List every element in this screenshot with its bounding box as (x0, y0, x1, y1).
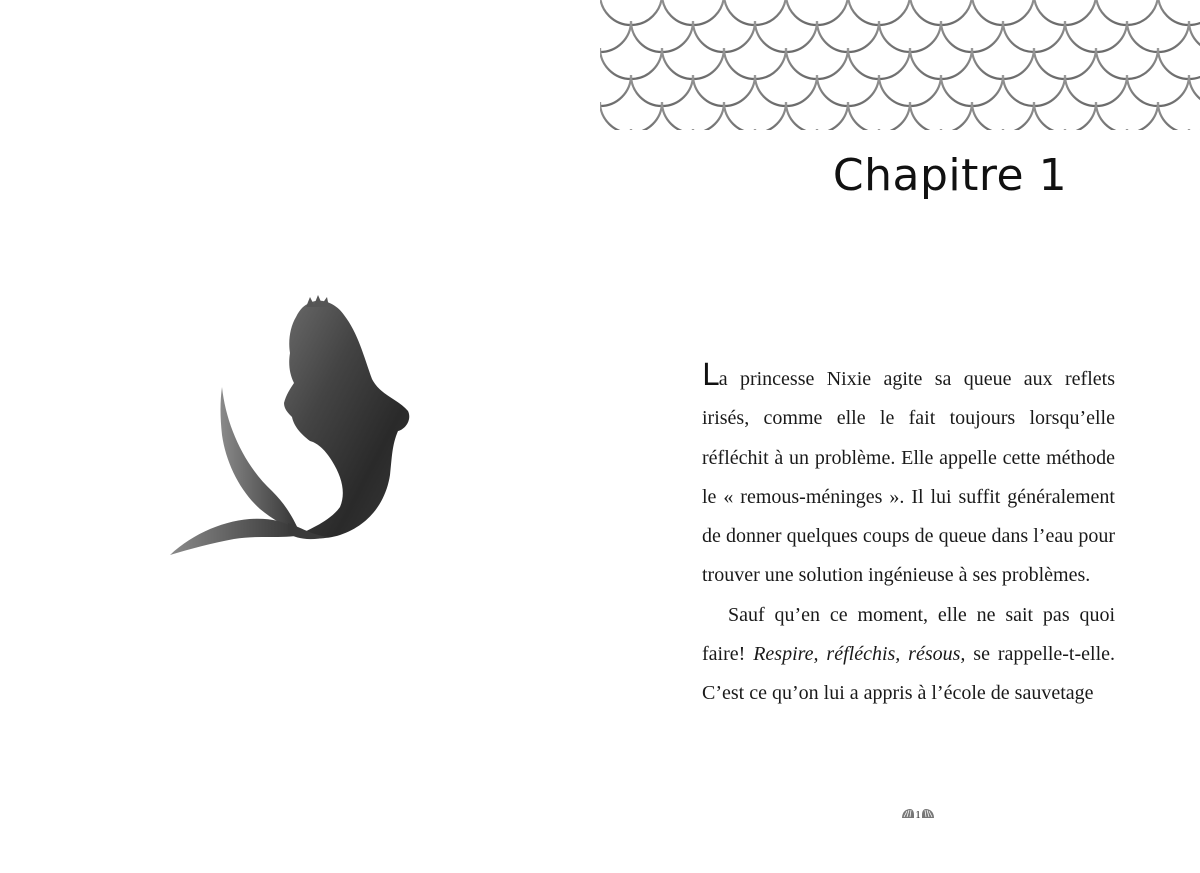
scale-arc (631, 75, 693, 106)
scale-arc (1003, 21, 1065, 52)
scale-arc (693, 75, 755, 106)
scale-arc (631, 21, 693, 52)
shell-icon (922, 809, 934, 818)
paragraph-2-end: se rappelle-t-elle. C’est ce qu’on lui a appris à l’école de sauvetage (702, 643, 1116, 705)
scale-arc (693, 21, 755, 52)
scale-arc (600, 48, 662, 79)
scale-arc (1127, 75, 1189, 106)
scale-arc (1096, 102, 1158, 132)
paragraph-1-text: a princesse Nixie agite sa queue aux reflets irisés, comme elle le fait toujours lorsqu’elle réfléchit à un problème. Elle appelle cette méthode le « remous-méninges ». Il lui suffit généralement de donner quelques coups de queue dans l’eau pour trouver une solution ingénieuse à ses problèmes. (702, 368, 1115, 587)
fish-scales-header-icon (600, 0, 1200, 132)
mermaid-silhouette-icon (160, 295, 430, 570)
scale-arc (941, 21, 1003, 52)
scale-arc (631, 129, 693, 132)
scale-arc (693, 129, 755, 132)
scale-arc (941, 129, 1003, 132)
paragraph-1 (702, 360, 1115, 596)
scale-arc (879, 21, 941, 52)
scale-arc (879, 129, 941, 132)
scale-arc (755, 75, 817, 106)
scale-arc (600, 102, 662, 132)
scale-arc (1189, 129, 1200, 132)
scale-arc (1127, 21, 1189, 52)
paragraph-2-start: Sauf qu’en ce moment, elle ne sait pas quoi faire! (702, 603, 1115, 666)
scale-arc (662, 102, 724, 132)
scale-arc (786, 102, 848, 132)
scale-arc (1034, 102, 1096, 132)
scale-arc (1034, 48, 1096, 79)
scale-arc (941, 75, 1003, 106)
scale-arc (972, 102, 1034, 132)
scale-arc (1003, 75, 1065, 106)
scale-arc (848, 48, 910, 79)
scale-arc (1158, 0, 1200, 25)
scale-arc (879, 75, 941, 106)
scale-arc (848, 102, 910, 132)
scale-arc (817, 129, 879, 132)
scale-arc (724, 48, 786, 79)
paragraph-2-italic: Respire, réfléchis, résous, (753, 643, 966, 666)
scale-arc (1127, 129, 1189, 132)
scale-arc (1065, 129, 1127, 132)
scale-arc (817, 75, 879, 106)
page-number-folio (900, 806, 936, 822)
scale-arc (755, 21, 817, 52)
body-text (702, 360, 1115, 714)
scale-arc (1003, 129, 1065, 132)
scale-arc (1065, 75, 1127, 106)
page-number: 1 (915, 809, 921, 821)
right-page (600, 0, 1200, 873)
scale-arc (910, 48, 972, 79)
scale-arc (662, 48, 724, 79)
scale-arc (724, 102, 786, 132)
scale-arc (786, 48, 848, 79)
scale-arc (1158, 48, 1200, 79)
scale-arc (1065, 21, 1127, 52)
chapter-title: Chapitre 1 (832, 150, 1068, 201)
paragraph-2 (702, 596, 1115, 714)
scale-arc (817, 21, 879, 52)
scale-arc (755, 129, 817, 132)
dropcap: L (702, 358, 719, 393)
scale-arc (910, 102, 972, 132)
shell-icon (902, 809, 914, 818)
scale-arc (1096, 48, 1158, 79)
scale-arc (972, 48, 1034, 79)
